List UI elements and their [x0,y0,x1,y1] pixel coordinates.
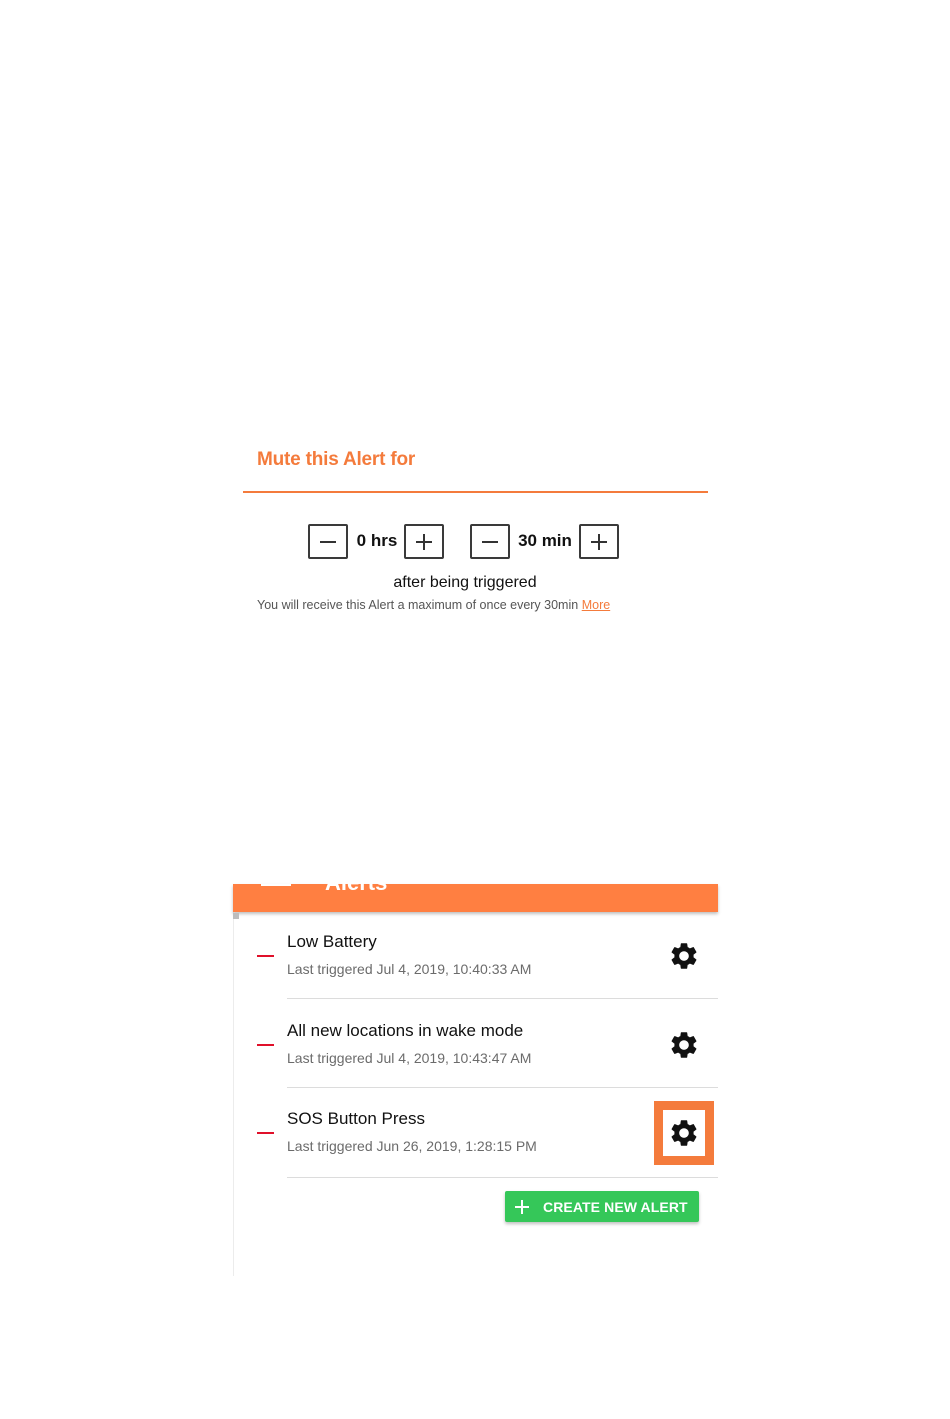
create-new-alert-button[interactable] [505,1191,699,1222]
row-divider [287,1177,718,1178]
alert-title: Low Battery [287,932,377,951]
hours-value: 0 hrs [356,531,398,550]
settings-gear-svg [668,940,700,972]
minutes-value: 30 min [518,531,572,550]
alerts-header [233,870,718,912]
plus-icon [514,1199,530,1215]
gear-icon[interactable] [668,1117,700,1149]
plus-icon [415,533,433,551]
remove-alert-sos[interactable] [257,1132,274,1134]
minutes-increment-button[interactable] [579,524,619,559]
row-divider [287,1087,718,1088]
create-new-alert-label: CREATE NEW ALERT [543,1198,688,1215]
header-menu-bar [261,884,291,886]
minus-icon [481,533,499,551]
alert-title: All new locations in wake mode [287,1021,524,1040]
alert-last-triggered: Last triggered Jun 26, 2019, 1:28:15 PM [287,1138,537,1154]
mute-divider [243,491,708,493]
alerts-header-title: Alerts [325,870,388,895]
remove-alert-new-locations[interactable] [257,1044,274,1046]
minus-icon [319,533,337,551]
hours-decrement-button[interactable] [308,524,348,559]
after-triggered-label: after being triggered [393,574,537,591]
plus-icon [590,533,608,551]
settings-gear-svg [668,1117,700,1149]
alert-title: SOS Button Press [287,1109,425,1128]
mute-info-text: You will receive this Alert a maximum of once every 30min [257,598,579,612]
more-link[interactable]: More [581,598,611,612]
scroll-corner [233,913,239,919]
minutes-decrement-button[interactable] [470,524,510,559]
mute-title: Mute this Alert for [257,449,416,470]
mute-info [257,598,610,612]
gear-icon[interactable] [668,1029,700,1061]
remove-alert-low-battery[interactable] [257,955,274,957]
gear-icon[interactable] [668,940,700,972]
row-divider [287,998,718,999]
settings-gear-svg [668,1029,700,1061]
hours-increment-button[interactable] [404,524,444,559]
alert-last-triggered: Last triggered Jul 4, 2019, 10:43:47 AM [287,1050,532,1066]
alert-last-triggered: Last triggered Jul 4, 2019, 10:40:33 AM [287,961,532,977]
